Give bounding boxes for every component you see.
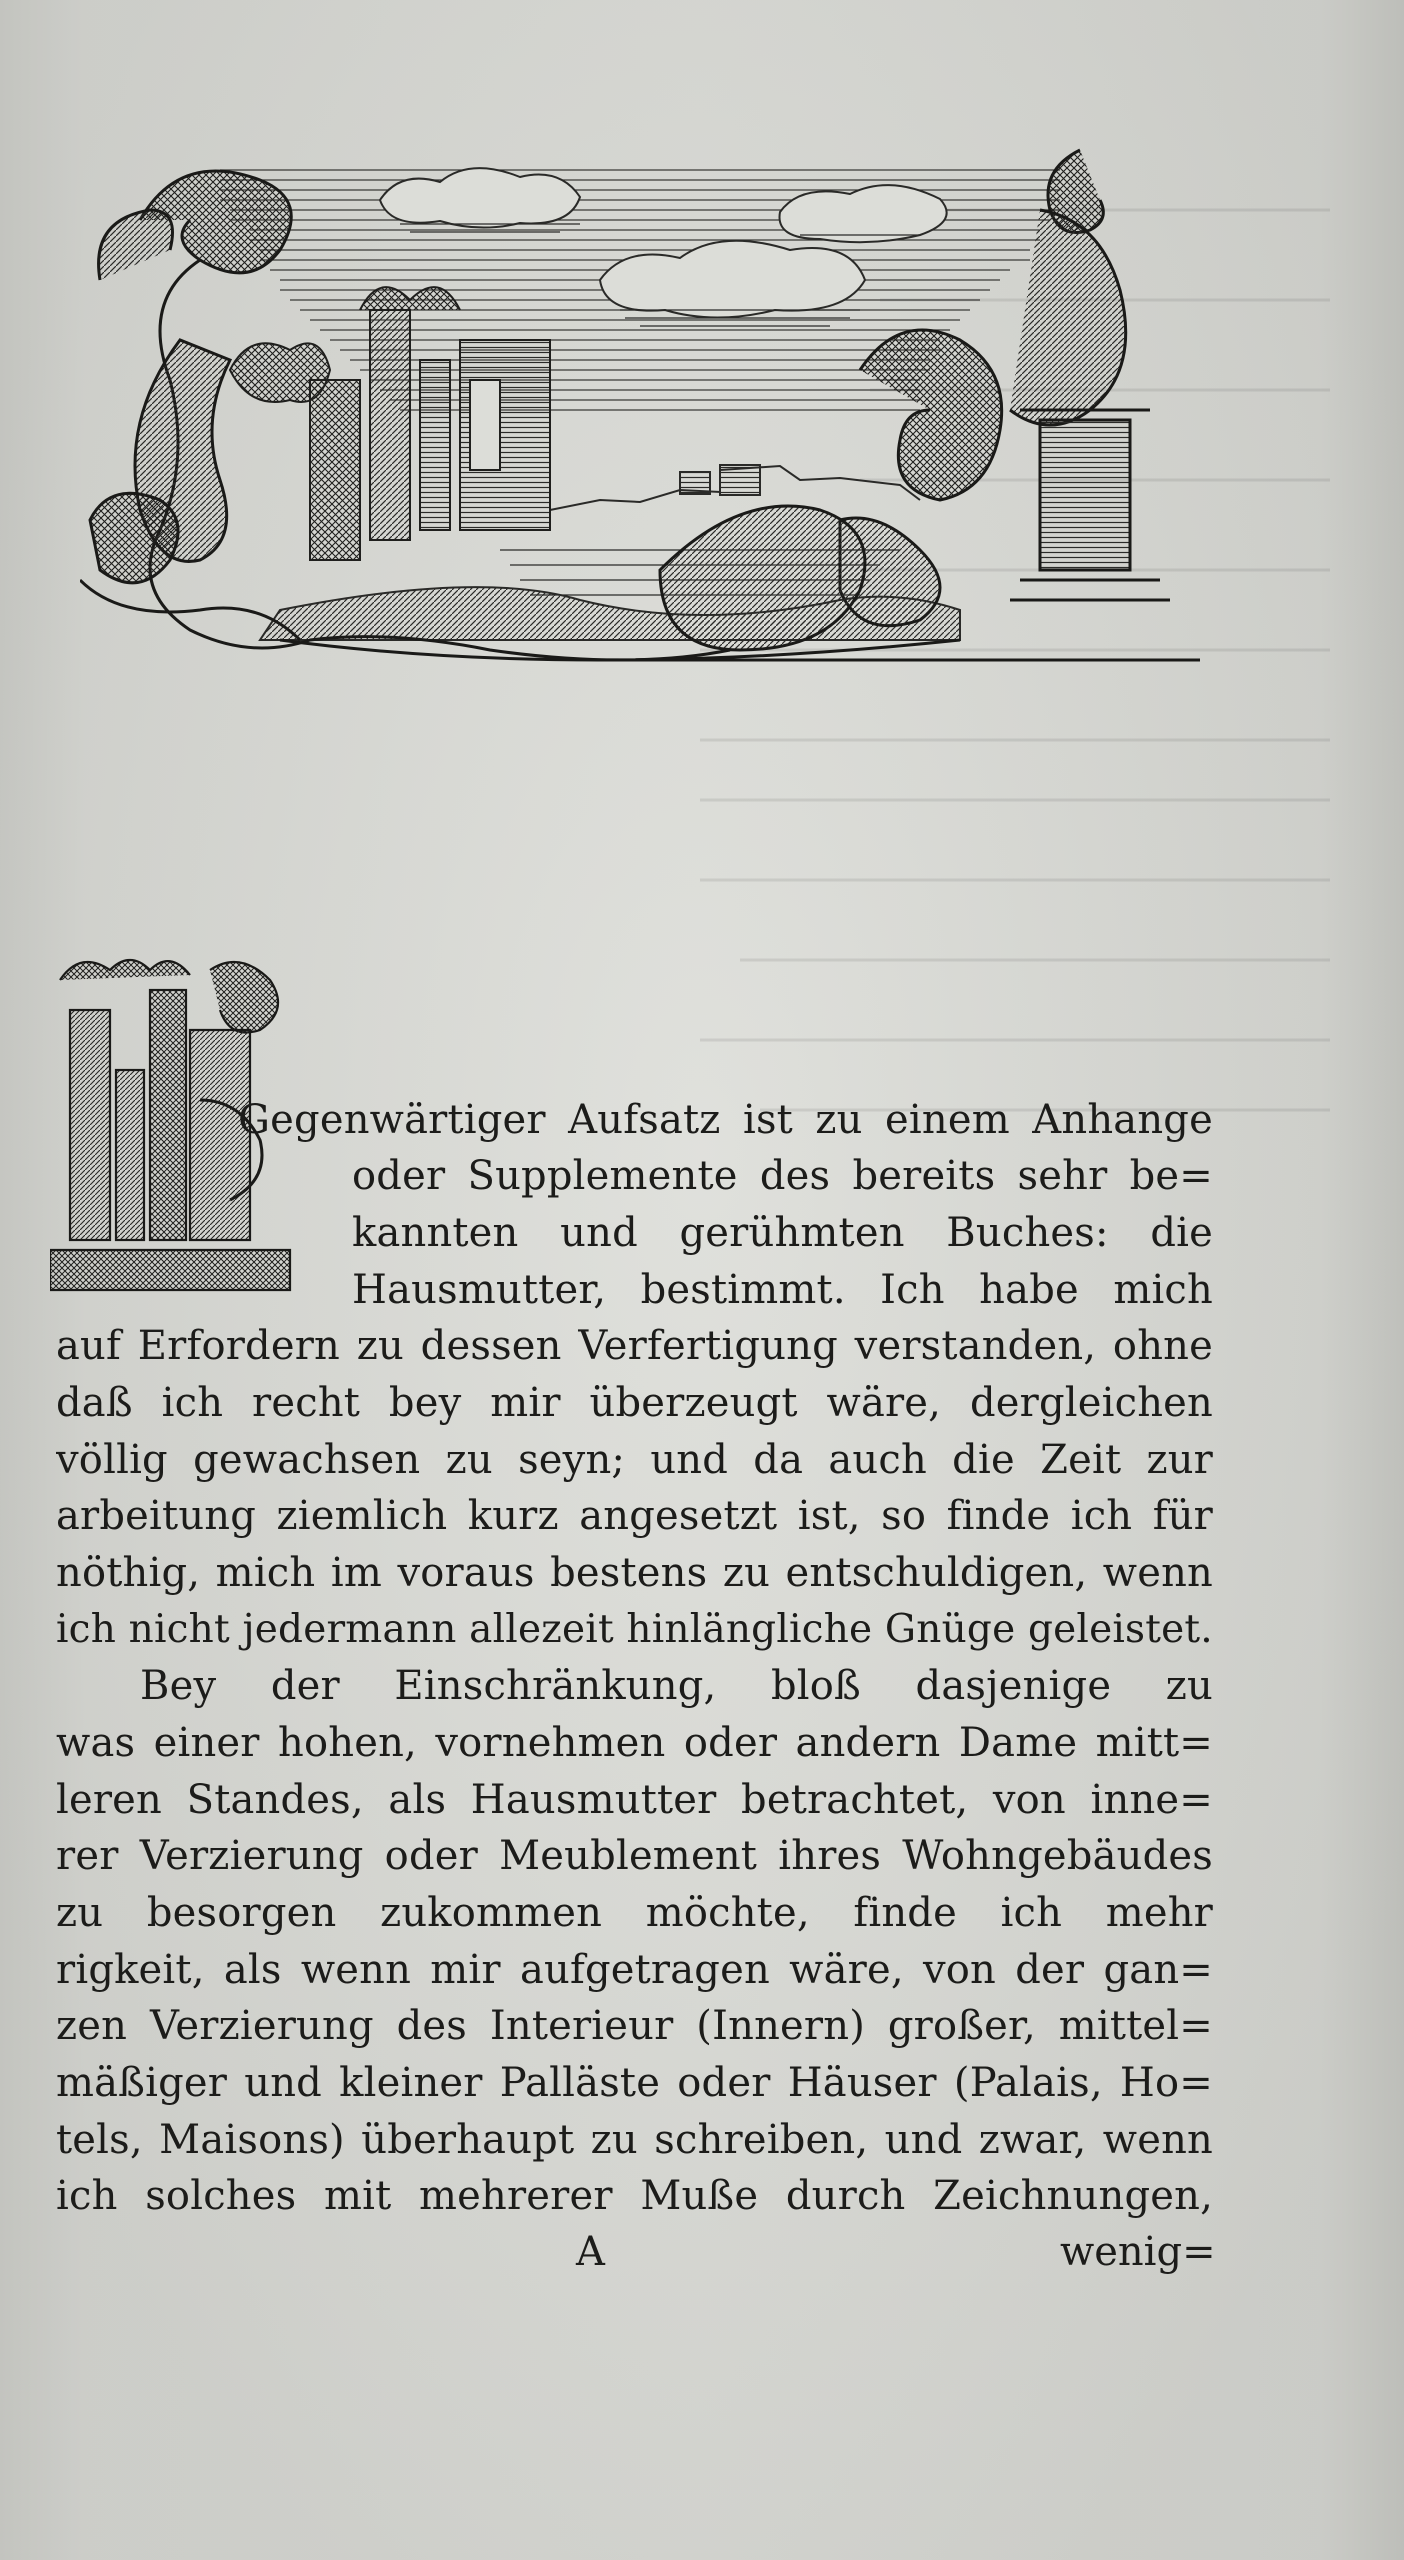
text-line: mäßiger und kleiner Palläste oder Häuser (Palais, Ho=: [56, 2060, 1213, 2106]
text-line: arbeitung ziemlich kurz angesetzt ist, so finde ich für: [56, 1493, 1213, 1539]
text-line: zu besorgen zukommen möchte, finde ich mehr: [56, 1890, 1213, 1936]
text-line: was einer hohen, vornehmen oder andern Dame mitt=: [56, 1720, 1213, 1766]
text-line: kannten und gerühmten Buches: die: [352, 1210, 1213, 1256]
text-line: ich nicht jedermann allezeit hinlängliche Gnüge geleistet.: [56, 1607, 1213, 1652]
text-line: daß ich recht bey mir überzeugt wäre, dergleichen: [56, 1380, 1213, 1426]
text-line: Bey der Einschränkung, bloß dasjenige zu: [140, 1663, 1213, 1709]
text-line: zen Verzierung des Interieur (Innern) großer, mittel=: [56, 2003, 1213, 2049]
text-line: rer Verzierung oder Meublement ihres Wohngebäudes: [56, 1833, 1213, 1879]
text-line: oder Supplemente des bereits sehr be=: [352, 1153, 1213, 1199]
text-line: völlig gewachsen zu seyn; und da auch die Zeit zur: [56, 1437, 1213, 1483]
text-line: tels, Maisons) überhaupt zu schreiben, und zwar, wenn: [56, 2117, 1213, 2163]
text-line: auf Erfordern zu dessen Verfertigung verstanden, ohne: [56, 1323, 1213, 1369]
text-line: Gegenwärtiger Aufsatz ist zu einem Anhange: [238, 1097, 1213, 1143]
signature-mark: A: [576, 2229, 605, 2275]
text-line: Hausmutter, bestimmt. Ich habe mich: [352, 1267, 1213, 1313]
text-line: nöthig, mich im voraus bestens zu entschuldigen, wenn: [56, 1550, 1213, 1596]
text-line: ich solches mit mehrerer Muße durch Zeichnungen,: [56, 2173, 1213, 2219]
text-line: rigkeit, als wenn mir aufgetragen wäre, von der gan=: [56, 1947, 1213, 1993]
catchword: wenig=: [1060, 2229, 1216, 2275]
text-line: leren Standes, als Hausmutter betrachtet, von inne=: [56, 1777, 1213, 1823]
